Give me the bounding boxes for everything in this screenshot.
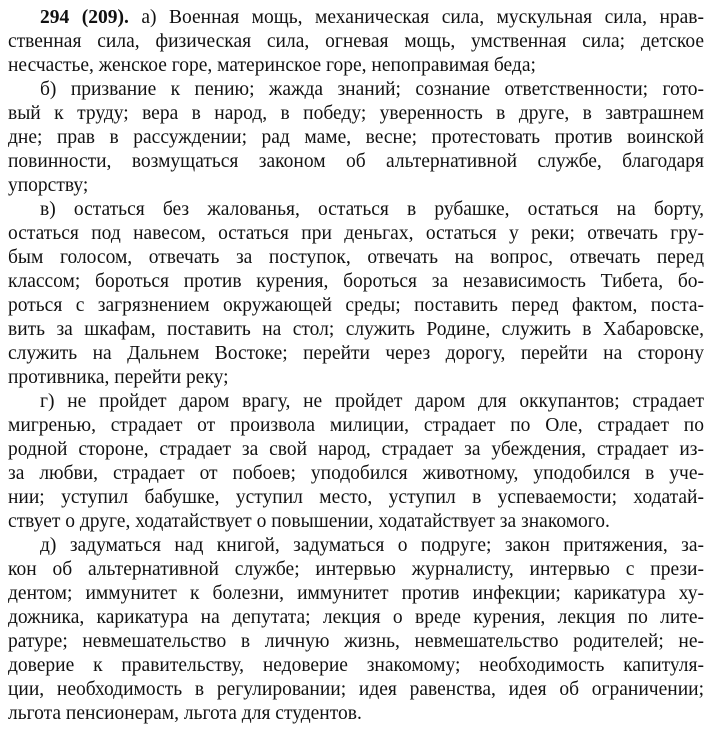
paragraph-v-line-3: бым голосом, отвечать за поступок, отвечать на вопрос, отвечать перед [8,247,704,268]
exercise-number: 294 (209). [40,7,129,28]
paragraph-d-line-8: льгота пенсионерам, льгота для студентов. [8,703,362,724]
paragraph-a-line-3: несчастье, женское горе, материнское горе, непоправимая беда; [8,55,536,76]
paragraph-d-line-7: ции, необходимость в регулировании; идея равенства, идея об ограничении; [8,679,704,700]
paragraph-d-line-6: доверие к правительству, недоверие знакомому; необходимость капитуля- [8,655,704,676]
paragraph-v-line-1: в) остаться без жалованья, остаться в рубашке, остаться на борту, [40,199,704,220]
paragraph-d-line-1: д) задуматься над книгой, задуматься о подруге; закон притяжения, за- [40,535,704,556]
paragraph-d-line-2: кон об альтернативной службе; интервью журналисту, интервью с прези- [8,559,704,580]
paragraph-v-line-6: вить за шкафам, поставить на стол; служить Родине, служить в Хабаровске, [8,319,704,340]
paragraph-b-line-1: б) призвание к пению; жажда знаний; сознание ответственности; гото- [40,79,704,100]
paragraph-g-line-3: родной стороне, страдает за свой народ, страдает за убеждения, страдает из- [8,439,704,460]
paragraph-d-line-3: дентом; иммунитет к болезни, иммунитет против инфекции; карикатура ху- [8,583,704,604]
paragraph-v-line-7: служить на Дальнем Востоке; перейти через дорогу, перейти на сторону [8,343,704,364]
paragraph-g-line-1: г) не пройдет даром врагу, не пройдет даром для оккупантов; страдает [40,391,704,412]
paragraph-d-line-4: дожника, карикатура на депутата; лекция о вреде курения, лекция по лите- [8,607,704,628]
paragraph-b-line-2: вый к труду; вера в народ, в победу; уверенность в друге, в завтрашнем [8,103,704,124]
paragraph-b-line-4: повинности, возмущаться законом об альтернативной службе, благодаря [8,151,704,172]
paragraph-v-line-5: роться с загрязнением окружающей среды; поставить перед фактом, поста- [8,295,704,316]
paragraph-d-line-5: ратуре; невмешательство в личную жизнь, невмешательство родителей; не- [8,631,704,652]
paragraph-g-line-4: за любви, страдает от побоев; уподобился животному, уподобился в уче- [8,463,704,484]
paragraph-g-line-2: мигренью, страдает от произвола милиции, страдает по Оле, страдает по [8,415,704,436]
paragraph-g-line-5: нии; уступил бабушке, уступил место, уступил в успеваемости; ходатай- [8,487,704,508]
paragraph-g-line-6: ствует о друге, ходатайствует о повышении, ходатайствует за знакомого. [8,511,610,532]
paragraph-a-line-2: ственная сила, физическая сила, огневая мощь, умственная сила; детское [8,31,704,52]
paragraph-v-line-4: классом; бороться против курения, бороться за независимость Тибета, бо- [8,271,704,292]
paragraph-v-line-8: противника, перейти реку; [8,367,229,388]
paragraph-b-line-3: дне; прав в рассуждении; рад маме, весне; протестовать против воинской [8,127,704,148]
paragraph-v-line-2: остаться под навесом, остаться при деньгах, остаться у реки; отвечать гру- [8,223,704,244]
paragraph-a-line-1: 294 (209). а) Военная мощь, механическая сила, мускульная сила, нрав- [40,7,704,28]
paragraph-b-line-5: упорству; [8,175,89,196]
